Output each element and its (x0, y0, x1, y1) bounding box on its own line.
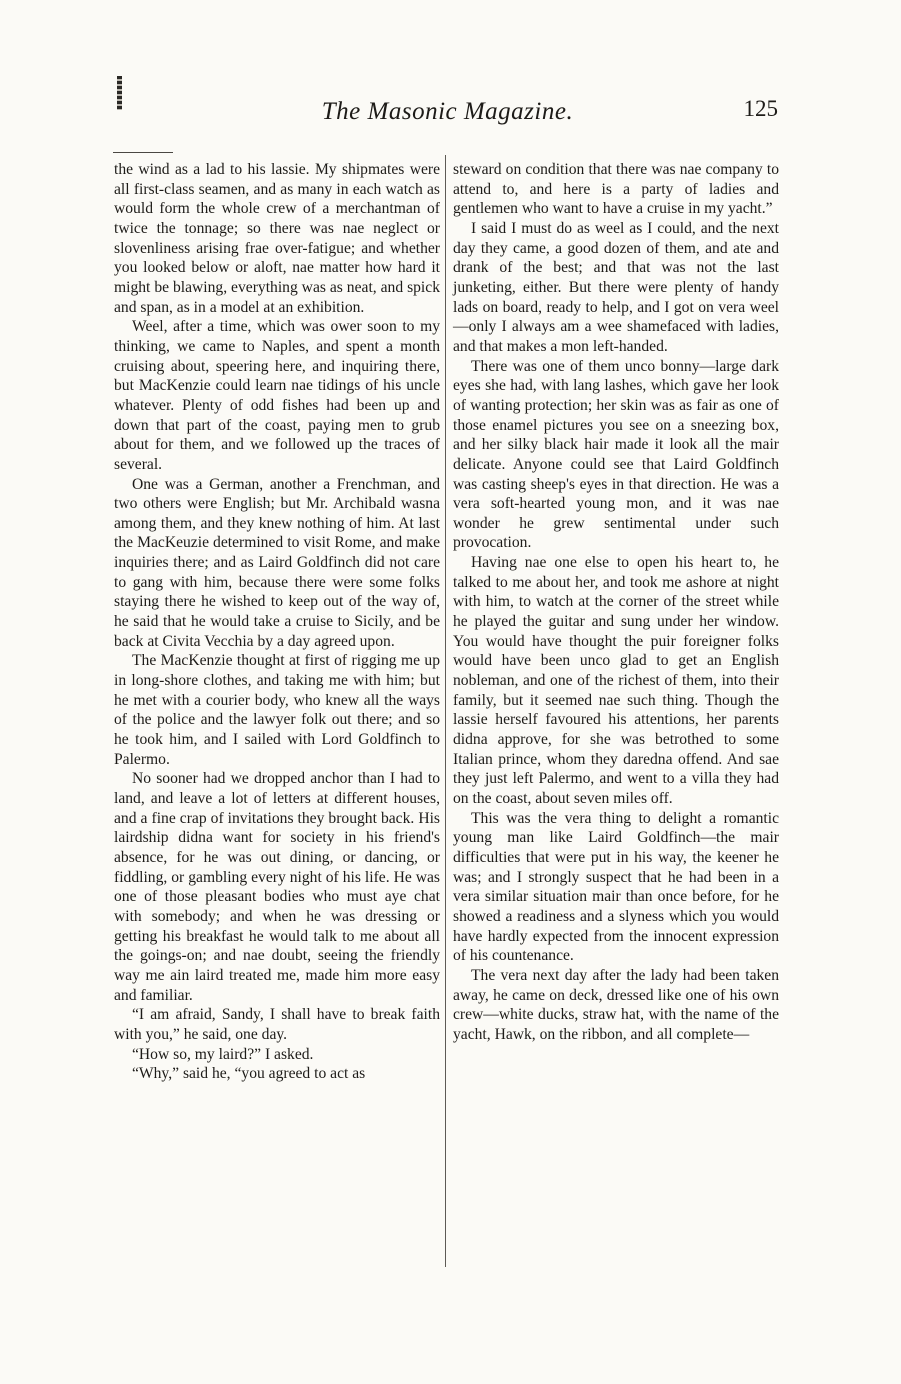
left-column (114, 160, 440, 1084)
paragraph: Weel, after a time, which was ower soon to my thinking, we came to Naples, and spent a month cruising about, speering here, and inquiring there, but MacKenzie could learn nae tidings of his uncle whatever. Plenty of odd fishes had been up and down that part of the coast, paying men to grub about for them, and we followed up the traces of several. (114, 318, 440, 473)
page-header (113, 94, 782, 134)
paragraph: “Why,” said he, “you agreed to act as (132, 1065, 366, 1083)
paragraph: One was a German, another a Frenchman, and two others were English; but Mr. Archibald wasna among them, and they knew nothing of him. At last the MacKeuzie determined to visit Rome, and make inquiries there; and as Laird Goldfinch did not care to gang with him, because there were some folks staying there he wished to keep out of the way of, he said that he would take a cruise to Sicily, and be back at Civita Vecchia by a day agreed upon. (114, 475, 440, 650)
paragraph: steward on condition that there was nae company to attend to, and here is a party of ladies and gentlemen who want to have a cruise in my yacht.” (453, 161, 779, 218)
paragraph: I said I must do as weel as I could, and the next day they came, a good dozen of them, and ate and drank of the best; and that was not the last junketing, either. But there were plenty of handy lads on board, ready to help, and I got on vera weel—only I always am a wee shamefaced with ladies, and that makes a mon left-handed. (453, 219, 779, 355)
paragraph: No sooner had we dropped anchor than I had to land, and leave a lot of letters at different houses, and a fine crap of invitations they brought back. His lairdship didna want for society in his friend's absence, for he was out dining, or dancing, or fiddling, or gambling every night of his life. He was one of those pleasant bodies who must aye chat with somebody; and when he was dressing or getting his breakfast he would talk to me about all the goings-on; and nae doubt, seeing the friendly way me ain laird treated me, made him more easy and familiar. (114, 770, 440, 1004)
paragraph: The vera next day after the lady had been taken away, he came on deck, dressed like one of his own crew—white ducks, straw hat, with the name of the yacht, Hawk, on the ribbon, and all complete— (453, 966, 779, 1043)
running-title: The Masonic Magazine. (321, 98, 574, 125)
paragraph: This was the vera thing to delight a romantic young man like Laird Goldfinch—the mair difficulties that were put in his way, the keener he was; and I strongly suspect that he had been in a vera similar situation mair than once before, for he showed a readiness and a slyness which you would have hardly expected from the innocent expression of his countenance. (453, 809, 779, 965)
paragraph: Having nae one else to open his heart to, he talked to me about her, and took me ashore at night with him, to watch at the corner of the street while he played the guitar and sung under her window. You would have thought the puir foreigner folks would have been unco glad to get an English nobleman, and one of the richest of them, into their family, but it seemed nae such thing. Though the lassie herself favoured his attentions, her parents didna approve, for she was betrothed to some Italian prince, whom they daredna offend. And sae they just left Palermo, and went to a villa they had on the coast, about seven miles off. (453, 554, 779, 807)
paragraph: “I am afraid, Sandy, I shall have to break faith with you,” he said, one day. (114, 1006, 440, 1043)
page-number: 125 (743, 96, 778, 121)
header-rule (113, 152, 173, 153)
paragraph: The MacKenzie thought at first of rigging me up in long-shore clothes, and taking me with him; but he met with a courier body, who knew all the ways of the police and the lawyer folk out there; and so he took him, and I sailed with Lord Goldfinch to Palermo. (114, 652, 440, 768)
paragraph: “How so, my laird?” I asked. (132, 1045, 314, 1063)
right-column (453, 160, 779, 1045)
column-divider (445, 155, 446, 1267)
paragraph: the wind as a lad to his lassie. My shipmates were all first-class seamen, and as many in each watch as would form the whole crew of a merchantman of twice the tonnage; so there was nae neglect or slovenliness arising frae over-fatigue; and whether you looked below or aloft, nae matter how hard it might be blawing, everything was as neat, and spick and span, as in a model at an exhibition. (114, 161, 440, 316)
paragraph: There was one of them unco bonny—large dark eyes she had, with lang lashes, which gave her look of wanting protection; her skin was as fair as one of those enamel pictures you see on a sneezing box, and her silky black hair made it look all the mair delicate. Anyone could see that Laird Goldfinch was casting sheep's eyes in that direction. He was a vera soft-hearted young mon, and it was nae wonder he grew sentimental under such provocation. (453, 357, 779, 552)
